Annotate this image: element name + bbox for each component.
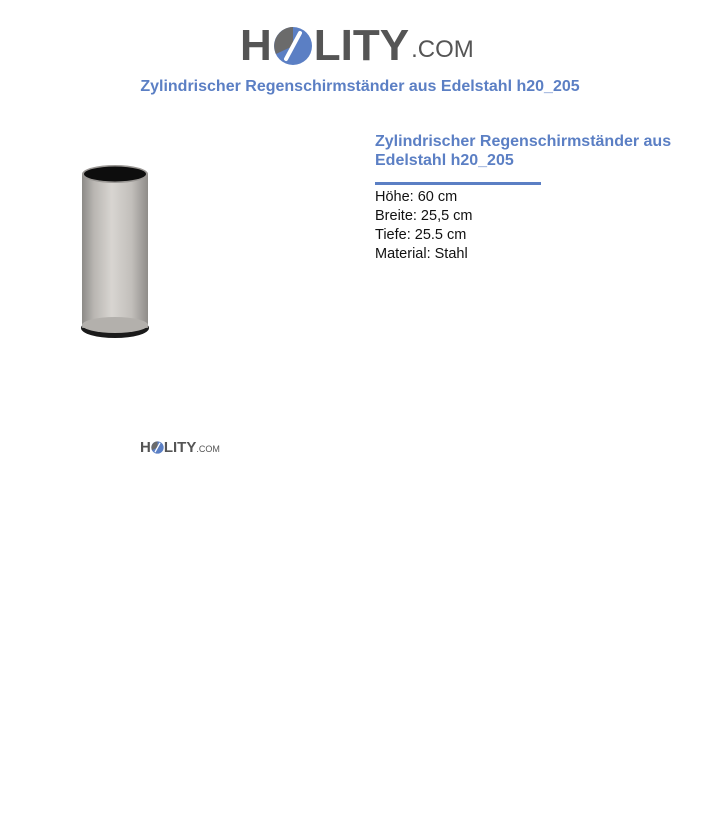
watermark-suffix: .COM	[196, 444, 220, 454]
logo-o-icon	[273, 26, 313, 66]
spec-list	[375, 188, 695, 264]
spec-height: Höhe: 60 cm	[375, 189, 458, 205]
spec-width: Breite: 25,5 cm	[375, 208, 473, 224]
logo-suffix: .COM	[411, 36, 474, 63]
product-info	[375, 132, 695, 264]
product-image	[70, 155, 160, 350]
logo-letter-h: H	[240, 21, 272, 70]
logo-wordmark	[240, 21, 410, 70]
spec-material: Material: Stahl	[375, 246, 468, 262]
product-title: Zylindrischer Regenschirmständer aus Edelstahl h20_205	[375, 133, 672, 169]
watermark-wordmark	[140, 440, 196, 455]
logo-letters-lity: LITY	[313, 21, 410, 70]
watermark-letter-h: H	[140, 439, 151, 456]
spec-depth: Tiefe: 25.5 cm	[375, 227, 467, 243]
watermark-letters-lity: LITY	[163, 439, 197, 456]
watermark-logo	[140, 440, 220, 455]
page-title: Zylindrischer Regenschirmständer aus Edelstahl h20_205	[140, 78, 580, 95]
title-divider	[375, 182, 541, 185]
site-logo[interactable]	[240, 12, 474, 68]
watermark-o-icon	[151, 441, 164, 454]
